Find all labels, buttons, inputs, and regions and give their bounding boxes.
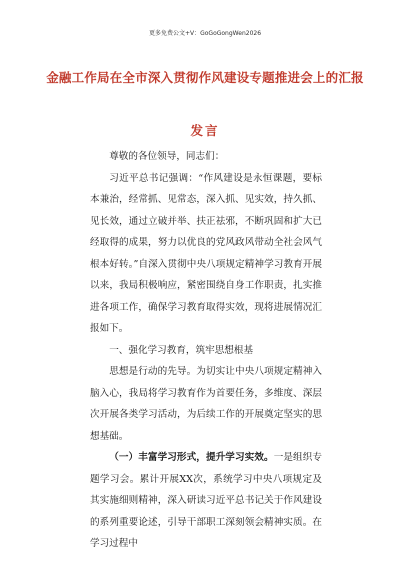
subsection-heading-1: （一）丰富学习形式，提升学习实效。 <box>109 452 274 463</box>
paragraph-intro: 习近平总书记强调：“作风建设是永恒课题，要标本兼治，经常抓、见常态，深入抓、见实效，持久抓、见长效，通过立破并举、扶正祛邪，不断巩固和扩大已经取得的成果，努力以优良的党风政风带动全社会风气根本好转。”自深入贯彻中央八项规定精神学习教育开展以来，我局积极响应，紧密围绕自身工作职责，扎实推进各项工作，确保学习教育取得实效，现将进展情况汇报如下。 <box>90 172 322 334</box>
section-heading-1: 一、强化学习教育，筑牢思想根基 <box>109 344 254 356</box>
paragraph-section1: 思想是行动的先导。为切实让中央八项规定精神入脑入心，我局将学习教育作为首要任务，多维度、深层次开展各类学习活动，为后续工作的开展奠定坚实的思想基础。 <box>90 366 322 442</box>
document-body <box>90 146 322 555</box>
header-note: 更多免费公文+V：GoGoGongWen2026 <box>148 30 262 37</box>
document-title-line1: 金融工作局在全市深入贯彻作风建设专题推进会上的汇报 <box>46 70 364 85</box>
document-title-line2: 发言 <box>190 123 220 138</box>
subsection-paragraph-1 <box>90 447 322 555</box>
subsection-text-1: 一是组织专题学习会。累计开展XX次，系统学习中央八项规定及其实施细则精神，深入研读习近平总书记关于作风建设的系列重要论述，引导干部职工深刻领会精神实质。在学习过程中 <box>90 452 323 549</box>
salutation: 尊敬的各位领导，同志们： <box>109 151 225 162</box>
